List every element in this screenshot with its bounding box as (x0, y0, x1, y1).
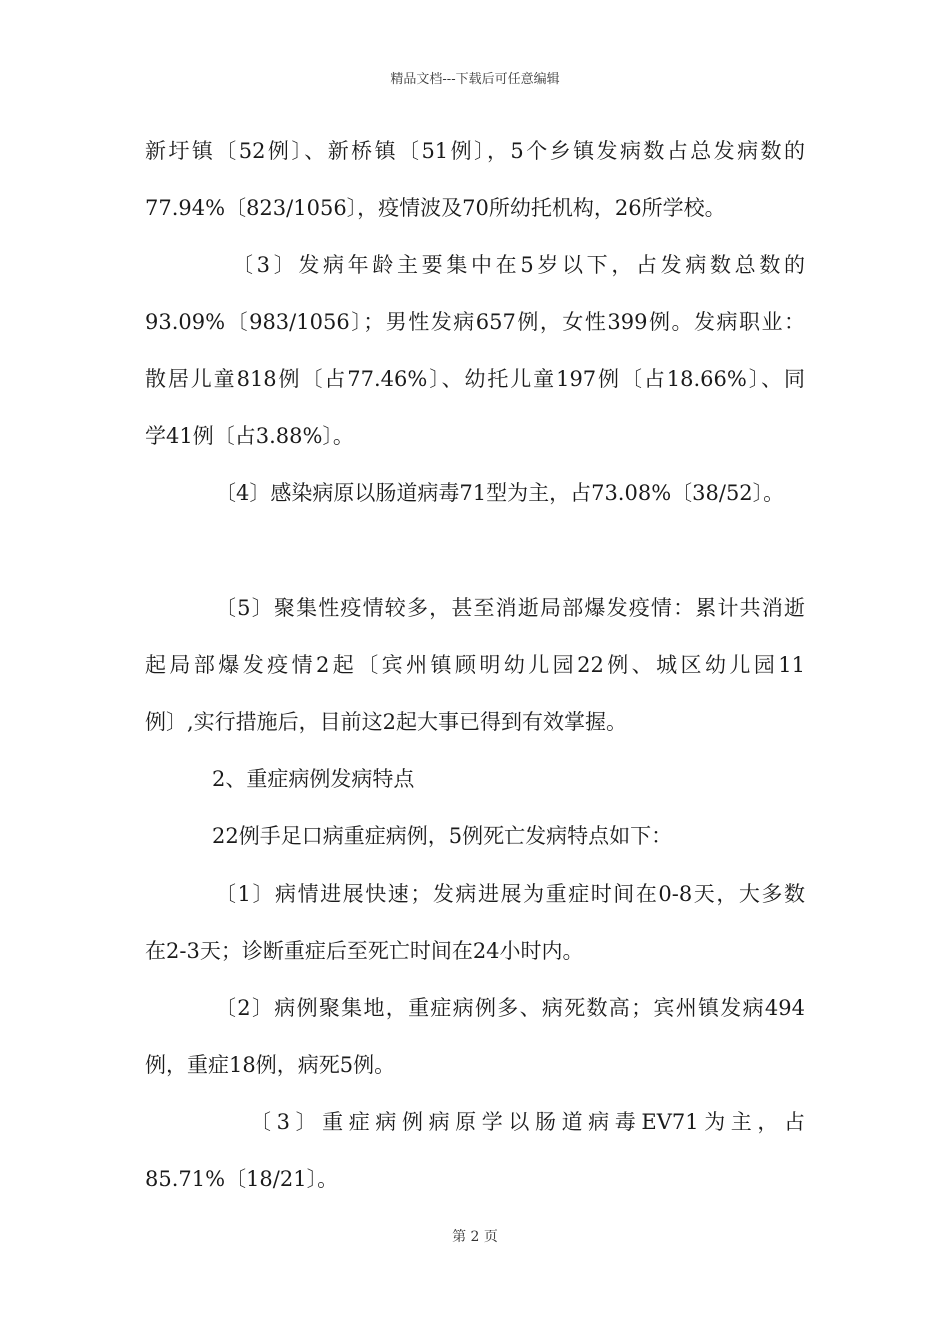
text-line: 〔3〕发病年龄主要集中在5岁以下，占发病数总数的 (232, 253, 805, 277)
text-line: 例〕,实行措施后，目前这2起大事已得到有效掌握。 (145, 710, 628, 734)
text-line: 散居儿童818例〔占77.46%〕、幼托儿童197例〔占18.66%〕、同 (145, 367, 805, 391)
text-line: 例，重症18例，病死5例。 (145, 1053, 396, 1077)
text-line: 起局部爆发疫情2起〔宾州镇顾明幼儿园22例、城区幼儿园11 (145, 653, 805, 677)
text-line: 学41例〔占3.88%〕。 (145, 424, 354, 448)
text-line: 〔4〕感染病原以肠道病毒71型为主，占73.08%〔38/52〕。 (215, 481, 785, 505)
text-line: 〔2〕病例聚集地，重症病例多、病死数高；宾州镇发病494 (215, 996, 805, 1020)
text-line: 〔1〕病情进展快速；发病进展为重症时间在0-8天，大多数 (215, 882, 805, 906)
text-line: 93.09%〔983/1056〕；男性发病657例，女性399例。发病职业： (145, 310, 805, 334)
text-line: 22例手足口病重症病例，5例死亡发病特点如下： (212, 824, 673, 848)
section-heading: 2、重症病例发病特点 (212, 767, 415, 791)
page-number: 第 2 页 (452, 1229, 498, 1245)
text-line: 〔3〕重症病例病原学以肠道病毒EV71为主，占 (250, 1110, 805, 1134)
text-line: 新圩镇〔52例〕、新桥镇〔51例〕，5个乡镇发病数占总发病数的 (145, 139, 805, 163)
page-header: 精品文档---下载后可任意编辑 (390, 72, 560, 87)
text-line: 〔5〕聚集性疫情较多，甚至消逝局部爆发疫情：累计共消逝 (215, 596, 805, 620)
text-line: 在2-3天；诊断重症后至死亡时间在24小时内。 (145, 939, 584, 963)
text-line: 77.94%〔823/1056〕，疫情波及70所幼托机构，26所学校。 (145, 196, 726, 220)
text-line: 85.71%〔18/21〕。 (145, 1167, 339, 1191)
